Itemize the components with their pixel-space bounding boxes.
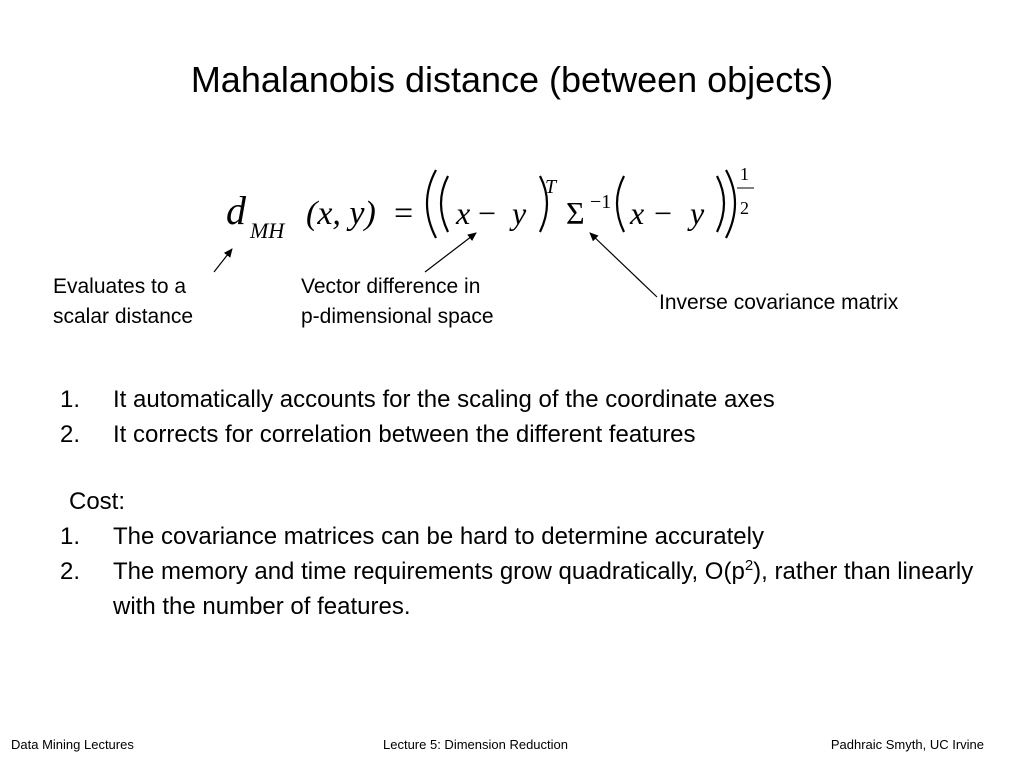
list-text-part2: ), rather than linearly with the number of features. <box>113 558 974 620</box>
benefits-list <box>60 382 775 452</box>
annotation-scalar <box>53 272 193 332</box>
mahalanobis-formula <box>222 158 782 248</box>
inner-left-paren-2 <box>617 176 624 232</box>
list-item <box>60 554 993 624</box>
inner-right-paren-2 <box>717 176 724 232</box>
annotation-vector-line1: Vector difference in <box>301 275 481 298</box>
formula-exp-denominator: 2 <box>740 198 749 218</box>
formula-x1: x <box>456 195 471 231</box>
list-number: 1. <box>60 386 81 413</box>
arrow-to-d <box>214 249 232 272</box>
inner-left-paren-1 <box>441 176 448 232</box>
list-item <box>60 382 775 417</box>
list-number: 2. <box>60 421 81 448</box>
formula-transpose: T <box>545 176 557 198</box>
annotation-inverse: Inverse covariance matrix <box>659 291 899 314</box>
formula-subscript: MH <box>250 218 285 243</box>
list-text: The covariance matrices can be hard to determine accurately <box>113 523 764 550</box>
annotation-scalar-line2: scalar distance <box>53 305 194 328</box>
list-text: It corrects for correlation between the different features <box>113 421 696 448</box>
formula-minus1: − <box>478 195 497 231</box>
annotation-scalar-line1: Evaluates to a <box>53 275 187 298</box>
list-text <box>113 554 993 624</box>
footer-course: Data Mining Lectures <box>11 737 134 752</box>
formula-svg <box>222 158 782 248</box>
formula-y1: y <box>512 195 527 231</box>
outer-left-paren <box>427 170 436 238</box>
formula-equals: = <box>394 195 414 232</box>
annotation-vector <box>301 272 494 332</box>
list-number: 2. <box>60 558 81 585</box>
formula-sigma: Σ <box>566 195 585 231</box>
superscript: 2 <box>744 557 754 574</box>
annotation-vector-line2: p-dimensional space <box>301 305 494 328</box>
list-text-part1: The memory and time requirements grow quadratically, O(p <box>113 558 745 585</box>
footer-lecture: Lecture 5: Dimension Reduction <box>383 737 568 752</box>
footer-author: Padhraic Smyth, UC Irvine <box>830 737 984 752</box>
formula-d: d <box>226 188 246 233</box>
outer-right-paren <box>726 170 735 238</box>
list-text: It automatically accounts for the scaling of the coordinate axes <box>113 386 775 413</box>
formula-lhs-args: (x, y) <box>306 195 376 232</box>
formula-minus2: − <box>654 195 673 231</box>
cost-list <box>60 519 993 624</box>
formula-exp-numerator: 1 <box>740 164 749 184</box>
list-item <box>60 519 993 554</box>
formula-y2: y <box>690 195 705 231</box>
slide-title: Mahalanobis distance (between objects) <box>190 59 834 100</box>
list-number: 1. <box>60 523 81 550</box>
formula-inverse-exponent: −1 <box>590 191 612 213</box>
formula-x2: x <box>630 195 645 231</box>
cost-label: Cost: <box>69 488 126 515</box>
list-item <box>60 417 775 452</box>
